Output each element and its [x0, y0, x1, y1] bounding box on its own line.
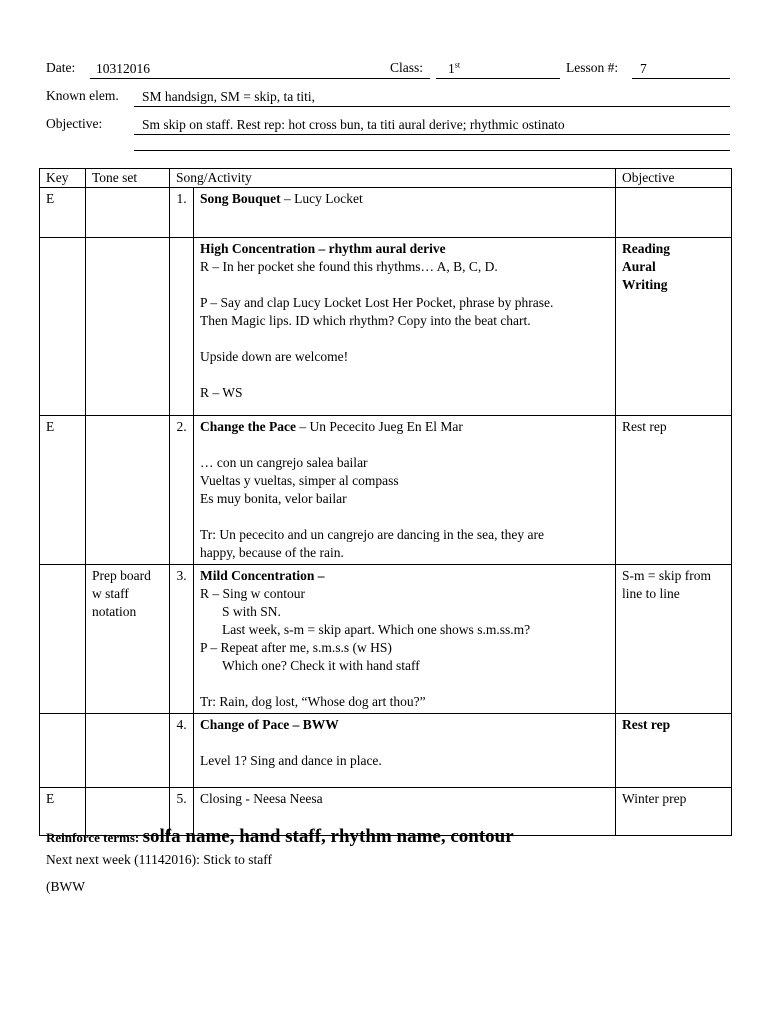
- row-tone-set: [86, 188, 170, 238]
- class-field: [436, 61, 560, 79]
- activity-line: Last week, s-m = skip apart. Which one shows s.m.ss.m?: [222, 622, 531, 637]
- activity-line: happy, because of the rain.: [200, 545, 344, 560]
- activity-line: Tr: Rain, dog lost, “Whose dog art thou?”: [200, 694, 426, 709]
- row-tone-set: [86, 416, 170, 565]
- objective-line: S-m = skip from: [622, 568, 712, 583]
- row-activity: [194, 565, 616, 714]
- table-row: [40, 565, 732, 714]
- activity-title: [200, 567, 609, 585]
- row-key: [40, 565, 86, 714]
- bww-note: (BWW: [46, 879, 85, 894]
- lesson-label: Lesson #:: [566, 60, 619, 75]
- objective-line: Aural: [622, 259, 656, 274]
- row-key: E: [40, 416, 86, 565]
- known-field: [134, 89, 730, 107]
- objective-line: Reading: [622, 241, 671, 256]
- activity-line: Level 1? Sing and dance in place.: [200, 753, 382, 768]
- table-header-row: [40, 169, 732, 188]
- activity-line: [200, 508, 609, 526]
- table-row: [40, 416, 732, 565]
- activity-title-bold: Song Bouquet: [200, 191, 281, 206]
- table-row: [40, 714, 732, 788]
- activity-title: [200, 240, 609, 258]
- tone-set-line: w staff: [92, 586, 129, 601]
- row-number: 2.: [170, 416, 194, 565]
- row-tone-set: [86, 238, 170, 416]
- row-tone-set: [86, 714, 170, 788]
- header-row-objective: [46, 116, 730, 136]
- activity-title: [200, 190, 609, 208]
- known-value: SM handsign, SM = skip, ta titi,: [142, 89, 316, 104]
- date-field: [90, 61, 430, 79]
- objective-line: Winter prep: [622, 791, 687, 806]
- activity-line: Then Magic lips. ID which rhythm? Copy into the beat chart.: [200, 313, 531, 328]
- activity-title: [200, 418, 609, 436]
- row-number: 4.: [170, 714, 194, 788]
- activity-line: S with SN.: [222, 604, 281, 619]
- row-objective: [616, 565, 732, 714]
- row-key: E: [40, 188, 86, 238]
- row-number: 3.: [170, 565, 194, 714]
- header-key: Key: [40, 169, 86, 188]
- activity-line: [200, 436, 609, 454]
- lesson-plan-table: [39, 168, 732, 836]
- row-objective: [616, 788, 732, 836]
- activity-line: [200, 330, 609, 348]
- header-song-activity: Song/Activity: [170, 169, 616, 188]
- activity-line: R – In her pocket she found this rhythms… A, B, C, D.: [200, 259, 498, 274]
- date-label: Date:: [46, 60, 76, 75]
- row-tone-set: [86, 565, 170, 714]
- row-activity: [194, 714, 616, 788]
- lesson-field: [632, 61, 730, 79]
- activity-line: [200, 675, 609, 693]
- reinforce-terms-list: solfa name, hand staff, rhythm name, contour: [142, 826, 514, 847]
- activity-title-rest: – Lucy Locket: [280, 191, 363, 206]
- activity-line: P – Say and clap Lucy Locket Lost Her Pocket, phrase by phrase.: [200, 295, 554, 310]
- activity-line: Es muy bonita, velor bailar: [200, 491, 347, 506]
- activity-line: [200, 734, 609, 752]
- row-activity: [194, 238, 616, 416]
- activity-line: Which one? Check it with hand staff: [222, 658, 420, 673]
- row-number: 1.: [170, 188, 194, 238]
- row-number: [170, 238, 194, 416]
- objective-extra-line: [134, 133, 730, 151]
- class-value: 1st: [448, 60, 461, 76]
- activity-title: [200, 790, 609, 808]
- tone-set-line: notation: [92, 604, 137, 619]
- activity-title-bold: High Concentration – rhythm aural derive: [200, 241, 446, 256]
- known-label: Known elem.: [46, 88, 119, 103]
- class-label: Class:: [390, 60, 424, 75]
- activity-title-rest: – Un Pececito Jueg En El Mar: [295, 419, 463, 434]
- row-objective: [616, 238, 732, 416]
- header-tone-set: Tone set: [86, 169, 170, 188]
- objective-line: Writing: [622, 277, 668, 292]
- table-row: [40, 238, 732, 416]
- activity-title-bold: Mild Concentration –: [200, 568, 325, 583]
- row-objective: [616, 714, 732, 788]
- header-row-known: [46, 88, 730, 108]
- activity-line: [200, 276, 609, 294]
- activity-title-bold: Change the Pace: [200, 419, 296, 434]
- header-objective: Objective: [616, 169, 732, 188]
- row-activity: [194, 188, 616, 238]
- tone-set-line: Prep board: [92, 568, 151, 583]
- objective-label: Objective:: [46, 116, 103, 131]
- row-key: [40, 714, 86, 788]
- objective-value: Sm skip on staff. Rest rep: hot cross bun, ta titi aural derive; rhythmic ostinato: [142, 117, 565, 132]
- header-row-date: [46, 60, 730, 80]
- date-value: 10312016: [96, 61, 150, 76]
- row-objective: [616, 188, 732, 238]
- reinforce-terms: [46, 826, 514, 848]
- next-week-note: Next next week (11142016): Stick to staff: [46, 852, 272, 867]
- row-number: 5.: [170, 788, 194, 836]
- row-key: [40, 238, 86, 416]
- activity-line: R – WS: [200, 385, 243, 400]
- reinforce-label: Reinforce terms:: [46, 830, 140, 845]
- row-activity: [194, 416, 616, 565]
- activity-line: P – Repeat after me, s.m.s.s (w HS): [200, 640, 392, 655]
- activity-line: [200, 366, 609, 384]
- activity-title-bold: Change of Pace – BWW: [200, 717, 339, 732]
- row-objective: [616, 416, 732, 565]
- objective-line: line to line: [622, 586, 680, 601]
- table-row: [40, 188, 732, 238]
- activity-line: R – Sing w contour: [200, 586, 306, 601]
- activity-title: [200, 716, 609, 734]
- lesson-value: 7: [640, 61, 647, 76]
- activity-title-rest: Closing - Neesa Neesa: [200, 791, 323, 806]
- activity-line: Vueltas y vueltas, simper al compass: [200, 473, 399, 488]
- activity-line: Upside down are welcome!: [200, 349, 349, 364]
- activity-line: … con un cangrejo salea bailar: [200, 455, 368, 470]
- objective-line: Rest rep: [622, 419, 667, 434]
- objective-line: Rest rep: [622, 717, 671, 732]
- row-key: E: [40, 788, 86, 836]
- activity-line: Tr: Un pececito and un cangrejo are dancing in the sea, they are: [200, 527, 544, 542]
